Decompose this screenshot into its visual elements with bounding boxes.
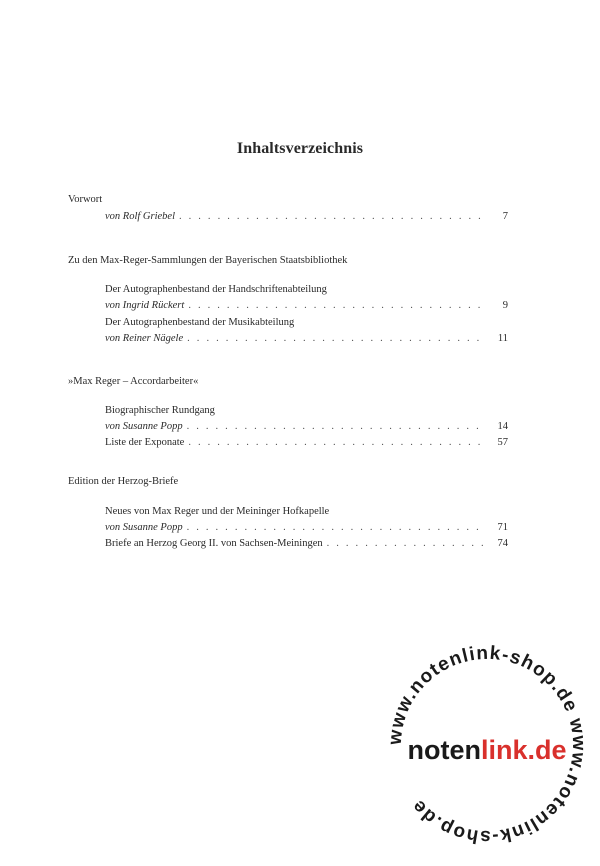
section-heading: Edition der Herzog-Briefe [68,476,179,487]
entry-title[interactable]: Der Autographenbestand der Handschriftenabteilung [105,284,327,295]
entry-author: von Susanne Popp [105,421,183,432]
entry-page-number: 74 [497,538,508,549]
entry-author: von Susanne Popp [105,522,183,533]
entry-page-number: 71 [497,522,508,533]
toc-entry[interactable] [105,300,508,311]
page-title: Inhaltsverzeichnis [236,140,364,157]
entry-author: von Rolf Griebel [105,211,175,222]
toc-entry[interactable] [105,421,508,432]
entry-title[interactable]: Biographischer Rundgang [105,405,215,416]
toc-entry[interactable] [105,211,508,222]
entry-title[interactable]: Neues von Max Reger und der Meininger Hofkapelle [105,506,330,517]
leader-dots [327,538,486,549]
leader-dots [187,421,486,432]
entry-author: von Ingrid Rückert [105,300,185,311]
section-heading: »Max Reger – Accordarbeiter« [68,376,199,387]
watermark-stamp [380,638,594,852]
entry-page-number: 9 [502,300,508,311]
stamp-center-logo: notenlink.de [407,735,567,765]
entry-page-number: 57 [497,437,508,448]
leader-dots [179,211,486,222]
leader-dots [187,333,486,344]
section-heading: Zu den Max-Reger-Sammlungen der Bayerischen Staatsbibliothek [68,255,348,266]
leader-dots [188,437,486,448]
leader-dots [187,522,486,533]
entry-author: von Reiner Nägele [105,333,184,344]
entry-title[interactable]: Der Autographenbestand der Musikabteilung [105,317,295,328]
section-heading: Vorwort [68,194,103,205]
entry-page-number: 14 [497,421,508,432]
toc-entry[interactable] [105,437,508,448]
toc-entry[interactable] [105,333,508,344]
entry-title: Liste der Exponate [105,437,185,448]
stamp-ring-text: www.notenlink-shop.de www.notenlink-shop.de [384,642,590,848]
entry-title: Briefe an Herzog Georg II. von Sachsen-Meiningen [105,538,323,549]
entry-page-number: 11 [497,333,508,344]
leader-dots [188,300,486,311]
toc-entry[interactable] [105,538,508,549]
toc-entry[interactable] [105,522,508,533]
entry-page-number: 7 [502,211,508,222]
